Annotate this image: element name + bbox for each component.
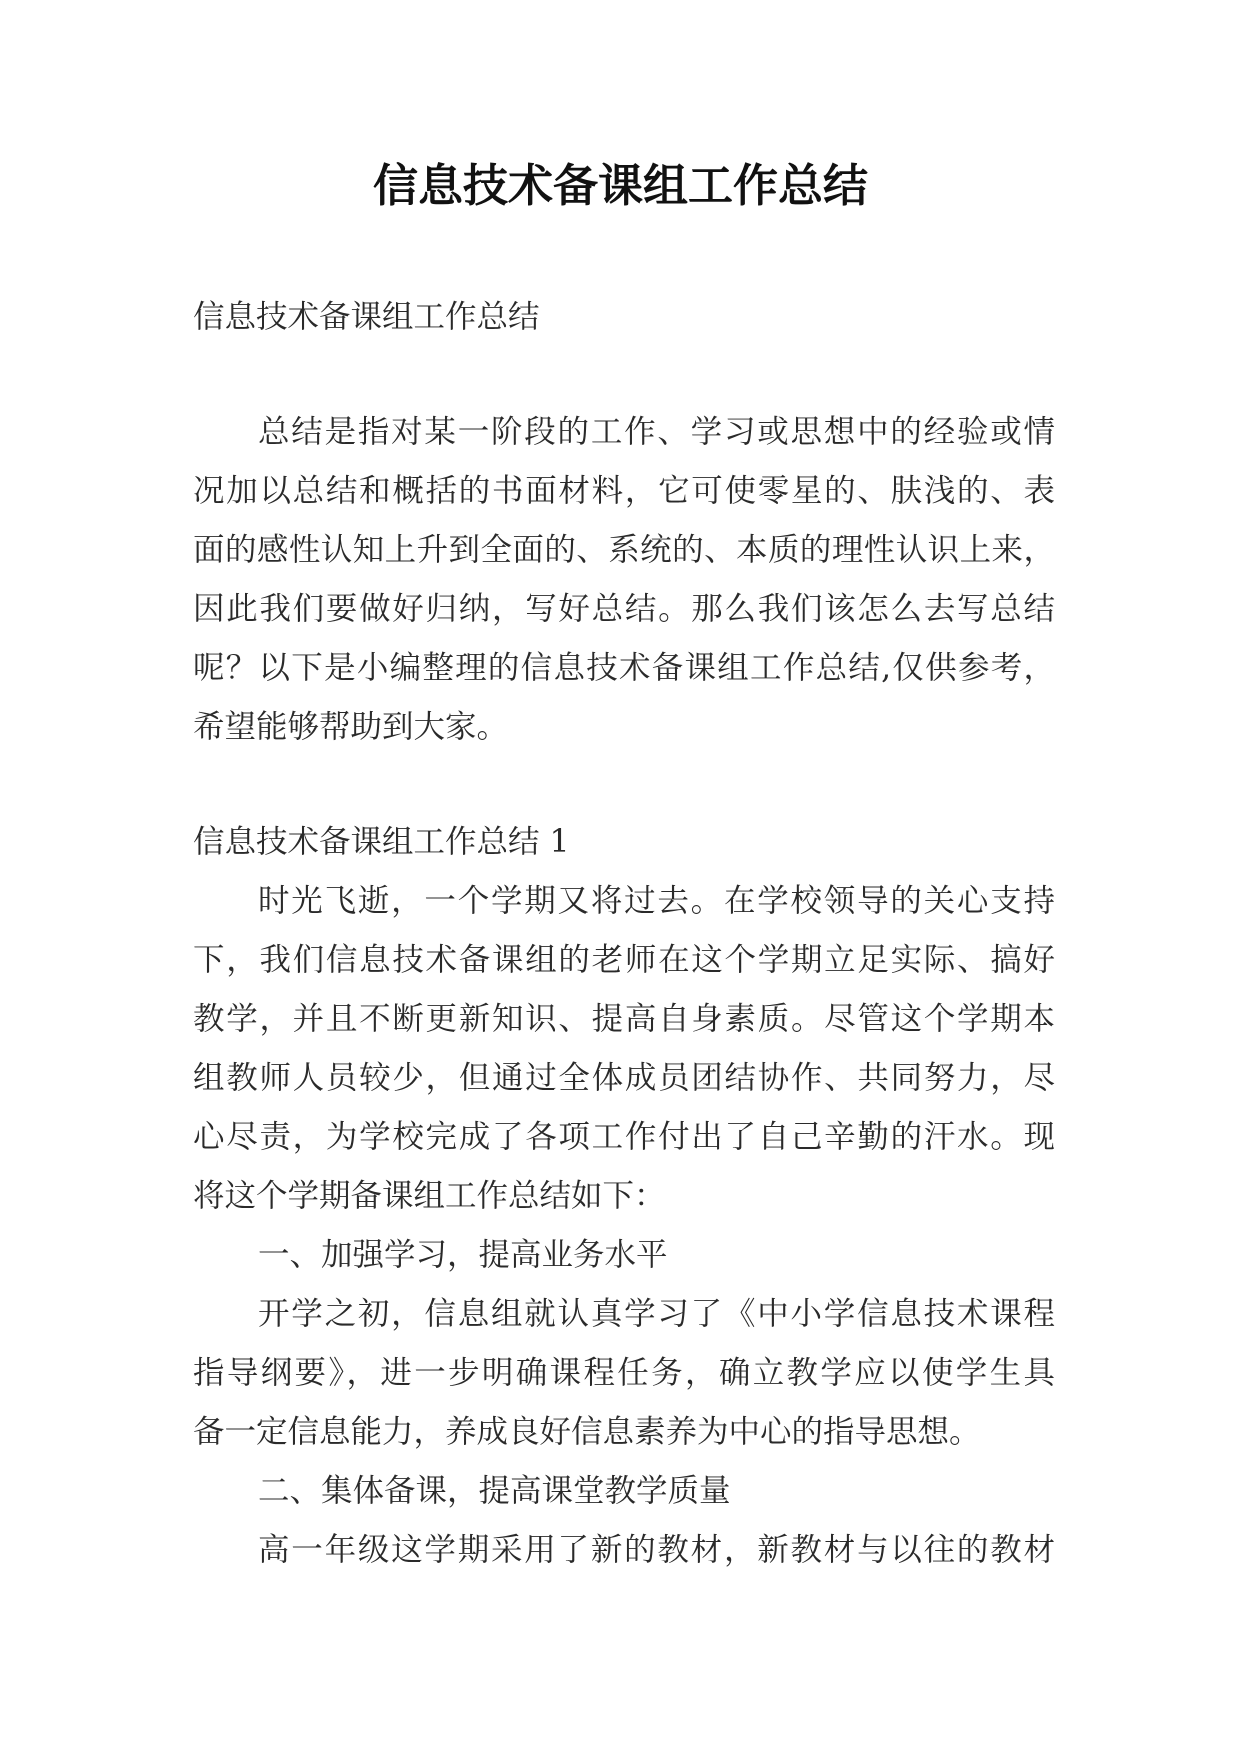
paragraph-line: 希望能够帮助到大家。 (193, 709, 509, 745)
paragraph-line: 开学之初，信息组就认真学习了《中小学信息技术课程 (258, 1296, 1055, 1332)
paragraph-line: 面的感性认知上升到全面的、系统的、本质的理性认识上来， (193, 532, 1055, 568)
section-1 (193, 813, 1055, 1580)
paragraph-line: 备一定信息能力，养成良好信息素养为中心的指导思想。 (193, 1414, 981, 1450)
section-paragraph (193, 1285, 1055, 1462)
paragraph-line: 指导纲要》，进一步明确课程任务，确立教学应以使学生具 (193, 1355, 1055, 1391)
section-heading: 信息技术备课组工作总结 1 (193, 824, 570, 860)
paragraph-line: 将这个学期备课组工作总结如下： (193, 1178, 666, 1214)
document-body (193, 288, 1055, 1580)
paragraph-spacer (193, 757, 1055, 813)
paragraph-line: 因此我们要做好归纳，写好总结。那么我们该怎么去写总结 (193, 591, 1055, 627)
paragraph-line: 总结是指对某一阶段的工作、学习或思想中的经验或情 (258, 414, 1055, 450)
intro-paragraph (193, 403, 1055, 757)
paragraph-line: 高一年级这学期采用了新的教材，新教材与以往的教材 (258, 1532, 1055, 1568)
section-paragraph (193, 872, 1055, 1226)
paragraph-line: 时光飞逝，一个学期又将过去。在学校领导的关心支持 (258, 883, 1055, 919)
document-title: 信息技术备课组工作总结 (372, 159, 868, 212)
document-heading: 信息技术备课组工作总结 (193, 299, 540, 335)
paragraph-line: 心尽责，为学校完成了各项工作付出了自己辛勤的汗水。现 (193, 1119, 1055, 1155)
subsection-heading: 二、集体备课，提高课堂教学质量 (258, 1473, 731, 1509)
section-paragraph (193, 1521, 1055, 1580)
paragraph-line: 呢？以下是小编整理的信息技术备课组工作总结,仅供参考， (193, 650, 1055, 686)
paragraph-line: 教学，并且不断更新知识、提高自身素质。尽管这个学期本 (193, 1001, 1055, 1037)
paragraph-line: 组教师人员较少，但通过全体成员团结协作、共同努力，尽 (193, 1060, 1055, 1096)
paragraph-spacer (193, 347, 1055, 403)
paragraph-line: 况加以总结和概括的书面材料，它可使零星的、肤浅的、表 (193, 473, 1055, 509)
subsection-heading: 一、加强学习，提高业务水平 (258, 1237, 668, 1273)
paragraph-line: 下，我们信息技术备课组的老师在这个学期立足实际、搞好 (193, 942, 1055, 978)
